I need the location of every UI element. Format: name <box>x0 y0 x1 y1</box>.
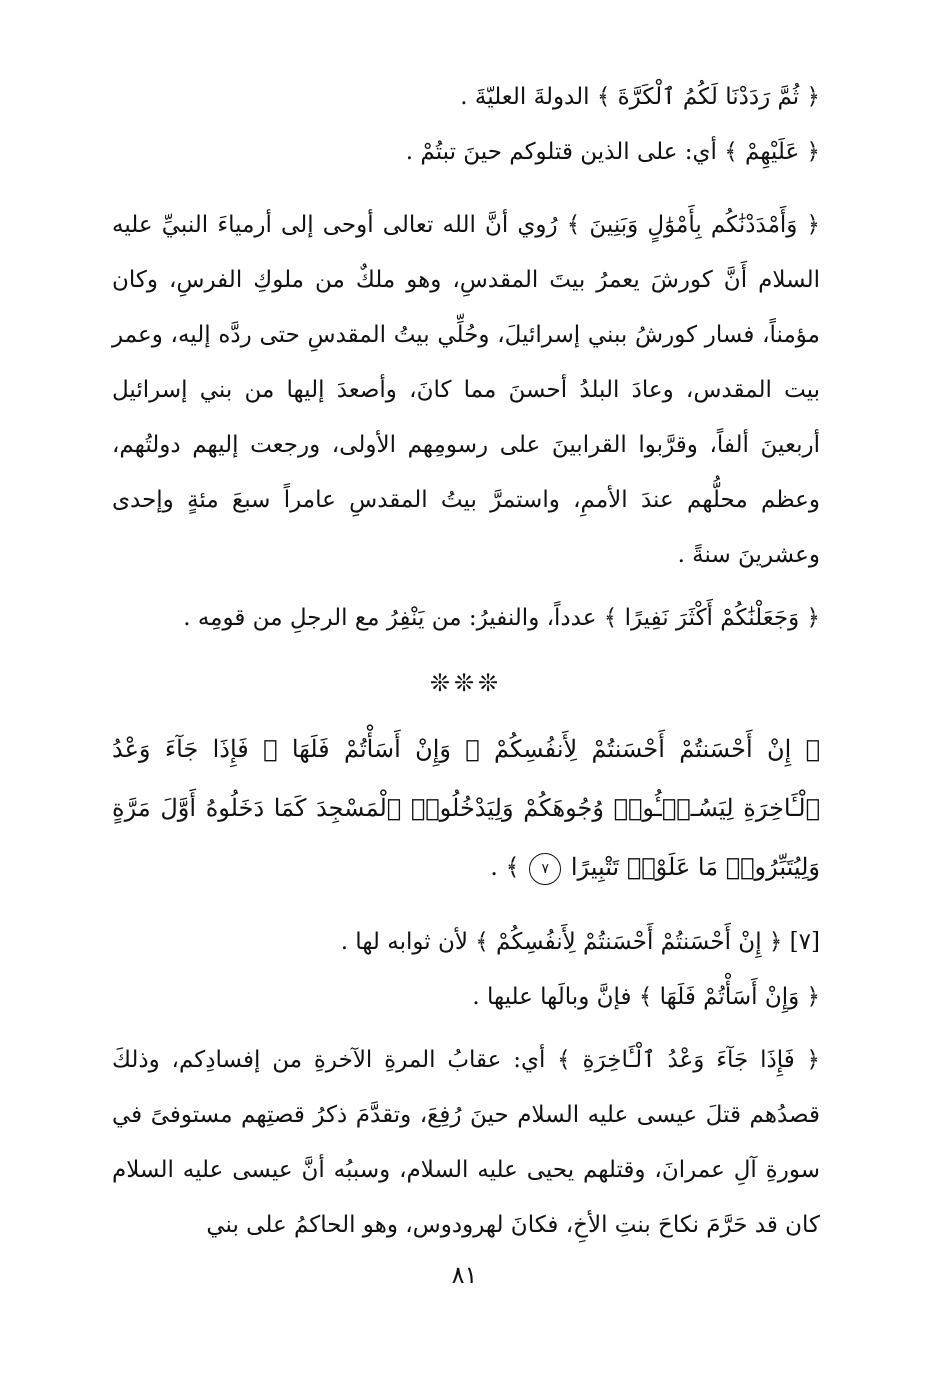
book-page <box>112 70 820 1310</box>
commentary-in-asatum: ﴿ وَإِنْ أَسَأْتُمْ فَلَهَا ﴾ فإنَّ وبالَها عليها . <box>472 984 820 1010</box>
quran-verse-block <box>112 720 820 897</box>
commentary-akhira: ﴿ فَإِذَا جَآءَ وَعْدُ ٱلْـَٔاخِرَةِ ﴾ أي: عقابُ المرةِ الآخرةِ من إفسادِكم، وذلكَ قصدُهم قتلَ عيسى عليه السلام حينَ رُفِعَ، وتقدَّمَ ذكرُ قصتِهم مستوفىً في سورةِ آلِ عمرانَ، وقتلهم يحيى عليه السلام، وسببُه أنَّ عيسى عليه السلام كان قد حَرَّمَ نكاحَ بنتِ الأخِ، فكانَ لهرودوس، وهو الحاكمُ على بني <box>112 1047 820 1238</box>
commentary-verse-7: [٧] ﴿ إِنْ أَحْسَنتُمْ أَحْسَنتُمْ لِأَنفُسِكُمْ ﴾ لأن ثوابه لها . <box>340 929 820 955</box>
paragraph-alayhim: ﴿ عَلَيْهِمْ ﴾ أي: على الذين قتلوكم حينَ تبتُمْ . <box>405 139 820 165</box>
quran-verse-text: ﴿ إِنْ أَحْسَنتُمْ أَحْسَنتُمْ لِأَنفُسِكُمْ ۖ وَإِنْ أَسَأْتُمْ فَلَهَا ۚ فَإِذَا جَآءَ وَعْدُ ٱلْـَٔاخِرَةِ لِيَسُـۥٓـُٔوا۟ وُجُوهَكُمْ وَلِيَدْخُلُوا۟ ٱلْمَسْجِدَ كَمَا دَخَلُوهُ أَوَّلَ مَرَّةٍ وَلِيُتَبِّرُوا۟ مَا عَلَوْا۟ تَتْبِيرًا <box>112 735 820 881</box>
paragraph-nafira: ﴿ وَجَعَلْنَٰكُمْ أَكْثَرَ نَفِيرًا ﴾ عدداً، والنفيرُ: من يَنْفِرُ مع الرجلِ من قومِه . <box>183 605 820 631</box>
page-number: ٨١ <box>451 1261 478 1289</box>
quran-verse-end: ﴾ . <box>490 853 520 881</box>
paragraph-amdadnakum: ﴿ وَأَمْدَدْنَٰكُم بِأَمْوَٰلٍ وَبَنِينَ ﴾ رُوي أنَّ الله تعالى أوحى إلى أرمياءَ النبيِّ عليه السلام أَنَّ كورشَ يعمرُ بيتَ المقدسِ، وهو ملكٌ من ملوكِ الفرسِ، وكان مؤمناً، فسار كورشُ ببني إسرائيلَ، وحُلِّي بيتُ المقدسِ حتى ردَّه إليه، وعمر بيت المقدس، وعادَ البلدُ أحسنَ مما كانَ، وأصعدَ إليها من بني إسرائيل أربعينَ ألفاً، وقرَّبوا القرابينَ على رسومِهم الأولى، ورجعت إليهم دولتُهم، وعظم محلُّهم عندَ الأممِ، واستمرَّ بيتُ المقدسِ عامراً سبعَ مئةٍ وإحدى وعشرينَ سنةً . <box>112 212 820 568</box>
section-separator: ❊❊❊ <box>429 669 503 697</box>
paragraph-kurra: ﴿ ثُمَّ رَدَدْنَا لَكُمُ ٱلْكَرَّةَ ﴾ الدولةَ العليّةَ . <box>460 84 820 110</box>
verse-number-marker: ٧ <box>529 853 561 885</box>
